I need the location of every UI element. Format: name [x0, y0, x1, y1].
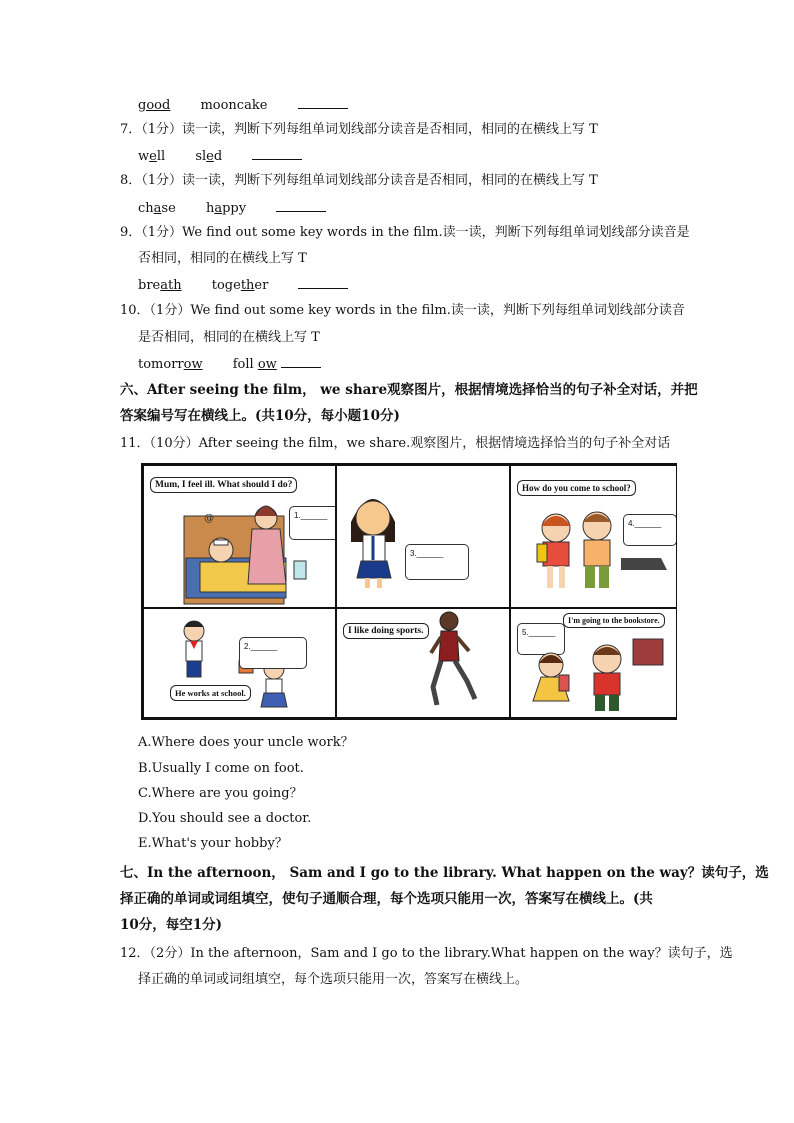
section-7-heading-line2: 择正确的单词或词组填空，使句子通顺合理，每个选项只能用一次，答案写在横线上。(共 [120, 891, 653, 907]
word-1: chase [138, 201, 176, 216]
section-7-heading-line1: 七、In the afternoon， Sam and I go to the library. What happen on the way？读句子，选 [120, 865, 769, 881]
running-boy-illustration [337, 609, 510, 718]
girl-illustration [337, 466, 510, 608]
picture-grid [141, 463, 677, 720]
word-2: together [211, 278, 269, 293]
question-10-line1: 10．（1分）We find out some key words in the film.读一读，判断下列每组单词划线部分读音 [120, 303, 685, 318]
answer-blank[interactable] [298, 276, 348, 289]
section-7-heading-line3: 10分，每空1分) [120, 917, 223, 933]
question-8: 8．（1分）读一读，判断下列每组单词划线部分读音是否相同，相同的在横线上写 T [120, 173, 598, 188]
question-11: 11．（10分）After seeing the film，we share.观察图片，根据情境选择恰当的句子补全对话 [120, 436, 671, 451]
panel-1-bubble: Mum, I feel ill. What should I do? [150, 477, 297, 493]
q9-word-pair [138, 276, 348, 295]
panel-4-bubble: I like doing sports. [343, 623, 429, 639]
word-1: good [138, 98, 171, 113]
word-1: well [138, 149, 166, 164]
answer-blank[interactable] [276, 199, 326, 212]
section-6-heading-line2: 答案编号写在横线上。(共10分，每小题10分) [120, 408, 400, 424]
panel-5-answer-slot[interactable]: 4.______ [623, 514, 677, 546]
panel-sick-boy [143, 465, 336, 608]
q6-word-pair [138, 96, 348, 115]
panel-5-bubble: How do you come to school? [517, 480, 636, 496]
svg-text:@: @ [204, 513, 214, 524]
word-1: breath [138, 278, 182, 293]
word-2: mooncake [200, 98, 268, 113]
panel-uncle-work [143, 608, 336, 718]
option-c: C.Where are you going？ [138, 786, 303, 801]
question-9-line1: 9．（1分）We find out some key words in the film.读一读，判断下列每组单词划线部分读音是 [120, 225, 690, 240]
option-a: A.Where does your uncle work？ [138, 735, 354, 750]
panel-come-to-school [510, 465, 677, 608]
question-12-line1: 12．（2分）In the afternoon，Sam and I go to the library.What happen on the way？读句子，选 [120, 946, 733, 961]
q7-word-pair [138, 147, 302, 166]
question-7: 7．（1分）读一读，判断下列每组单词划线部分读音是否相同，相同的在横线上写 T [120, 122, 598, 137]
word-2: happy [205, 201, 247, 216]
panel-bookstore [510, 608, 677, 718]
panel-hobby-question [336, 465, 510, 608]
section-6-heading-line1: 六、After seeing the film， we share观察图片，根据情境选择恰当的句子补全对话，并把 [120, 382, 698, 398]
panel-sports [336, 608, 510, 718]
word-1: tomorrow [138, 357, 203, 372]
q10-word-pair [138, 355, 321, 374]
answer-blank[interactable] [281, 355, 321, 368]
answer-blank[interactable] [252, 147, 302, 160]
word-2: foll ow [232, 357, 277, 372]
panel-1-answer-slot[interactable]: 1.______ [289, 506, 336, 540]
word-2: sled [195, 149, 223, 164]
panel-3-answer-slot[interactable]: 3.______ [405, 544, 469, 580]
option-d: D.You should see a doctor. [138, 811, 312, 826]
panel-6-bubble: I'm going to the bookstore. [563, 613, 665, 628]
question-9-line2: 否相同，相同的在横线上写 T [138, 251, 307, 266]
kids-walking-illustration [511, 609, 677, 718]
answer-blank[interactable] [298, 96, 348, 109]
panel-2-answer-slot[interactable]: 2.______ [239, 637, 307, 669]
option-e: E.What's your hobby？ [138, 836, 288, 851]
question-10-line2: 是否相同，相同的在横线上写 T [138, 330, 320, 345]
question-12-line2: 择正确的单词或词组填空，每个选项只能用一次，答案写在横线上。 [138, 972, 529, 987]
panel-2-bubble: He works at school. [170, 685, 251, 701]
panel-6-answer-slot[interactable]: 5.______ [517, 623, 565, 655]
option-b: B.Usually I come on foot. [138, 761, 304, 776]
q8-word-pair [138, 199, 326, 218]
